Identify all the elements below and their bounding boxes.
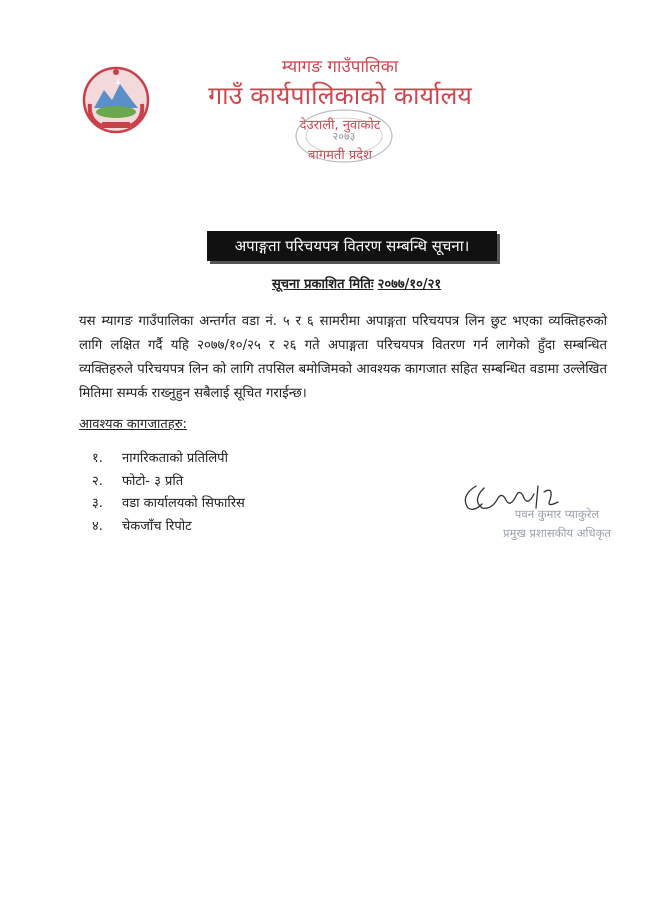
municipality-name: म्यागङ गाउँपालिका: [281, 57, 399, 77]
published-date: २०७७/१०/२१: [377, 277, 442, 292]
item-text: वडा कार्यालयको सिफारिस: [122, 496, 245, 511]
item-text: फोटो- ३ प्रति: [122, 473, 184, 489]
stamp-text: २०७३: [332, 130, 356, 143]
notice-body: यस म्यागङ गाउँपालिका अन्तर्गत वडा नं. ५ र ६ सामरीमा अपाङ्गता परिचयपत्र लिन छुट भएका व्यक्तिहरुको लागि लक्षित गर्दै यहि २०७७/१०/२५ र २६ गते अपाङ्गता परिचयपत्र वितरण गर्न लागेको हुँदा सम्बन्धित व्यक्तिहरुले परिचयपत्र लिन को लागि तपसिल बमोजिमको आवश्यक कागजात सहित सम्बन्धित वडामा उल्लेखित मितिमा सम्पर्क राख्नुहुन सबैलाई सूचित गराईन्छ।: [79, 314, 607, 401]
province-name: बागमती प्रदेश: [308, 148, 372, 163]
list-item: [92, 493, 245, 516]
office-address: देउराली, नुवाकोट: [299, 118, 381, 133]
list-item: [92, 516, 245, 539]
signatory-name: पवन कुमार प्याकुरेल: [514, 507, 600, 521]
item-number: २.: [92, 473, 103, 489]
office-stamp: [292, 106, 396, 166]
item-number: १.: [92, 451, 103, 466]
notice-title: अपाङ्गता परिचयपत्र वितरण सम्बन्धि सूचना।: [207, 231, 497, 261]
published-date-line: [272, 274, 445, 292]
nepal-emblem-icon: [80, 64, 152, 136]
item-number: ३.: [92, 496, 103, 511]
documents-heading: आवश्यक कागजातहरु:: [79, 417, 187, 432]
item-text: नागरिकताको प्रतिलिपी: [122, 451, 228, 466]
item-text: चेकजाँच रिपोट: [122, 518, 192, 534]
signatory-title: प्रमुख प्रशासकीय अधिकृत: [503, 526, 611, 540]
list-item: [92, 471, 245, 494]
office-title: गाउँ कार्यपालिकाको कार्यालय: [208, 81, 472, 110]
published-label: सूचना प्रकाशित मितिः: [272, 277, 374, 292]
item-number: ४.: [92, 518, 103, 534]
list-item: [92, 448, 245, 471]
documents-list: [92, 448, 245, 538]
